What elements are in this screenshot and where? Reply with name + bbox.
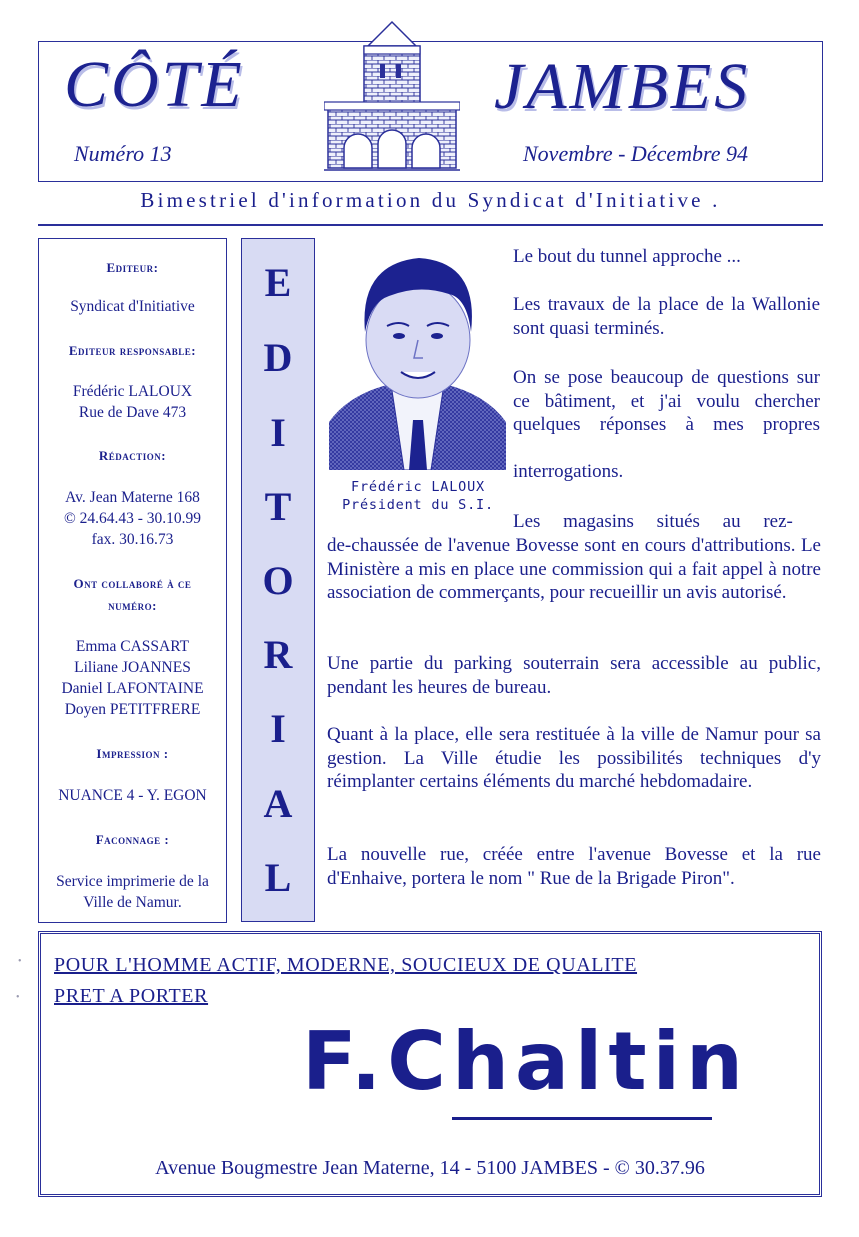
editorial-letter: T	[264, 484, 292, 529]
issue-number: Numéro 13	[74, 141, 172, 166]
contributor-3: Daniel LAFONTAINE	[61, 680, 204, 697]
editorial-letter: E	[264, 260, 292, 305]
title-right: JAMBES	[494, 50, 751, 123]
title-left: CÔTÉ	[64, 48, 245, 121]
contributor-2: Liliane JOANNES	[74, 659, 191, 676]
article-paragraph-4-start: Les magasins situés au rez-	[513, 511, 793, 532]
editorial-letter: O	[262, 558, 294, 603]
editorial-letter: I	[270, 706, 286, 751]
ad-brand-name: F.Chaltin	[302, 1015, 749, 1108]
contributors-heading-2: numéro:	[108, 598, 157, 613]
contributors-heading: Ont collaboré à ce	[73, 576, 192, 591]
article-paragraph-2: Les travaux de la place de la Wallonie sont quasi terminés.	[513, 294, 820, 339]
redaction-heading: Rédaction:	[98, 448, 167, 463]
finishing-heading: Faconnage :	[95, 832, 170, 847]
article-paragraph-4: de-chaussée de l'avenue Bovesse sont en cours d'attributions. Le Ministère a mis en place une commission qui a fait appel à notre association de commerçants, pour recueillir un avis autorisé.	[327, 535, 821, 603]
article-paragraph-5: Une partie du parking souterrain sera accessible au public, pendant les heures de bureau.	[327, 653, 821, 698]
article-paragraph-1: Le bout du tunnel approche ...	[513, 246, 741, 267]
article-paragraph-3: On se pose beaucoup de questions sur ce bâtiment, et j'ai voulu chercher quelques réponses à mes propres	[513, 367, 820, 435]
scan-speck: •	[18, 956, 22, 967]
redaction-phone: © 24.64.43 - 30.10.99	[63, 510, 202, 527]
editorial-letter: D	[263, 335, 293, 380]
editorial-letter: I	[270, 410, 286, 455]
tagline-rule	[38, 224, 823, 226]
photo-caption	[326, 478, 510, 514]
editor-name: Syndicat d'Initiative	[70, 298, 195, 315]
responsible-editor-address: Rue de Dave 473	[78, 404, 187, 421]
colophon-box	[38, 238, 227, 923]
editorial-letter: A	[263, 781, 293, 826]
responsible-editor-name: Frédéric LALOUX	[72, 383, 193, 400]
redaction-fax: fax. 30.16.73	[91, 531, 174, 548]
ad-category: PRET A PORTER	[54, 985, 209, 1007]
finisher-line-1: Service imprimerie de la	[56, 873, 209, 890]
printer-name: NUANCE 4 - Y. EGON	[58, 787, 207, 804]
contributor-4: Doyen PETITFRERE	[64, 701, 201, 718]
scan-speck: •	[16, 992, 20, 1003]
editorial-letter: L	[264, 855, 292, 900]
article-paragraph-6: Quant à la place, elle sera restituée à la ville de Namur pour sa gestion. La Ville étudie les possibilités techniques d'y réimplanter certains éléments du marché hebdomadaire.	[327, 724, 821, 792]
redaction-address: Av. Jean Materne 168	[65, 489, 200, 506]
contributor-1: Emma CASSART	[75, 638, 190, 655]
responsible-editor-heading: Editeur responsable:	[68, 343, 197, 358]
issue-date: Novembre - Décembre 94	[523, 141, 749, 166]
caption-role: Président du S.I.	[342, 497, 494, 513]
ad-brand-underline	[452, 1117, 712, 1120]
editorial-vertical-banner	[241, 238, 315, 922]
caption-name: Frédéric LALOUX	[351, 479, 485, 495]
article-paragraph-3-end: interrogations.	[513, 461, 624, 482]
castle-gate-logo	[324, 20, 460, 182]
article-paragraph-7: La nouvelle rue, créée entre l'avenue Bovesse et la rue d'Enhaive, portera le nom " Rue de la Brigade Piron".	[327, 844, 821, 889]
print-heading: Impression :	[96, 746, 169, 761]
ad-slogan: POUR L'HOMME ACTIF, MODERNE, SOUCIEUX DE QUALITE	[54, 954, 638, 976]
tagline: Bimestriel d'information du Syndicat d'Initiative .	[140, 188, 721, 212]
president-portrait-photo	[329, 244, 506, 470]
editorial-letter: R	[263, 632, 293, 677]
finisher-line-2: Ville de Namur.	[83, 894, 182, 911]
ad-address: Avenue Bougmestre Jean Materne, 14 - 5100 JAMBES - © 30.37.96	[155, 1157, 705, 1179]
masthead	[38, 41, 823, 182]
editor-heading: Editeur:	[106, 260, 159, 275]
